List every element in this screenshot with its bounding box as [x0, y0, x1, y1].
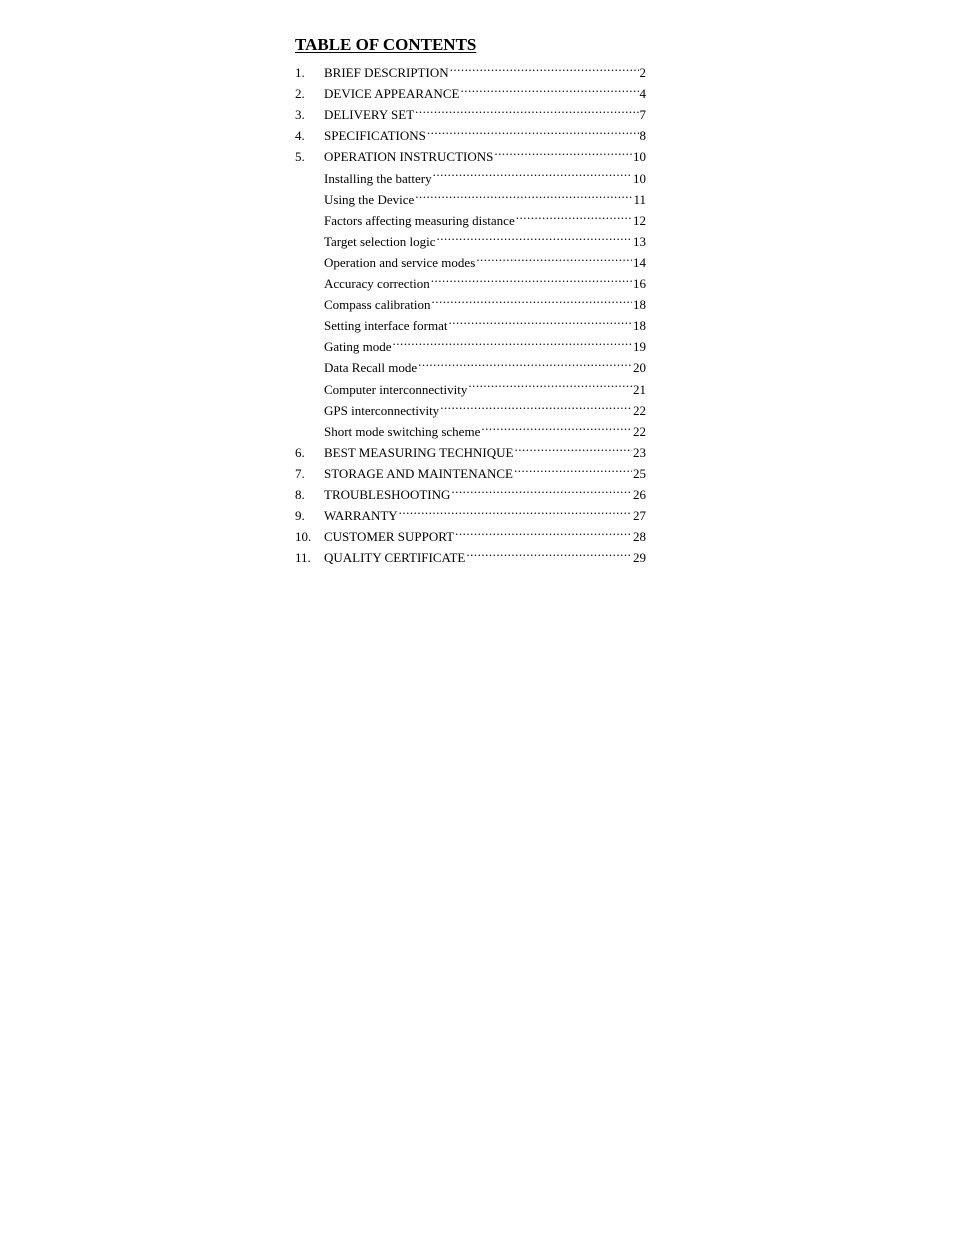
toc-entry-number: 1.: [295, 65, 305, 81]
toc-entry-title: Target selection logic: [324, 233, 436, 249]
toc-entry-number: 7.: [295, 465, 305, 481]
toc-entry-title: Gating mode: [324, 339, 392, 355]
toc-dot-leader: [399, 499, 632, 520]
toc-entry[interactable]: [295, 56, 646, 81]
toc-dot-leader: [440, 394, 632, 415]
toc-entry-title: BRIEF DESCRIPTION: [324, 65, 449, 81]
toc-dot-leader: [432, 288, 632, 309]
toc-entry-page-number: 10: [633, 149, 646, 165]
toc-dot-leader: [494, 140, 632, 161]
toc-entry-page-number: 7: [639, 107, 646, 123]
toc-entry-page-number: 2: [639, 65, 646, 81]
toc-dot-leader: [427, 119, 639, 140]
toc-entry-title: DELIVERY SET: [324, 107, 415, 123]
toc-dot-leader: [460, 77, 638, 98]
toc-entry-page-number: 8: [639, 128, 646, 144]
toc-dot-leader: [431, 267, 632, 288]
toc-dot-leader: [433, 161, 632, 182]
toc-entry-number: 8.: [295, 486, 305, 502]
toc-entry-title: DEVICE APPEARANCE: [324, 86, 460, 102]
toc-entry-title: Using the Device: [324, 191, 415, 207]
toc-entry-page-number: 19: [633, 339, 646, 355]
toc-entry-title: STORAGE AND MAINTENANCE: [324, 465, 513, 481]
toc-dot-leader: [418, 351, 632, 372]
toc-entry-page-number: 18: [633, 297, 646, 313]
toc-entry-page-number: 20: [633, 360, 646, 376]
toc-dot-leader: [415, 183, 632, 204]
toc-entry-page-number: 23: [633, 444, 646, 460]
toc-entry-page-number: 21: [633, 381, 646, 397]
toc-entry-title: GPS interconnectivity: [324, 402, 440, 418]
toc-entry-title: OPERATION INSTRUCTIONS: [324, 149, 494, 165]
toc-entry-page-number: 26: [633, 486, 646, 502]
toc-entry-page-number: 28: [633, 529, 646, 545]
toc-dot-leader: [466, 541, 632, 562]
toc-entry-page-number: 12: [633, 212, 646, 228]
toc-entry-title: Short mode switching scheme: [324, 423, 481, 439]
toc-entry-page-number: 25: [633, 465, 646, 481]
toc-dot-leader: [481, 415, 632, 436]
toc-entry-title: Setting interface format: [324, 318, 448, 334]
toc-entry-number: 9.: [295, 508, 305, 524]
toc-entry-number: 3.: [295, 107, 305, 123]
toc-entry-page-number: 14: [633, 254, 646, 270]
toc-entry-number: 6.: [295, 444, 305, 460]
toc-entry-page-number: 22: [633, 423, 646, 439]
toc-dot-leader: [415, 98, 638, 119]
toc-entry-page-number: 13: [633, 233, 646, 249]
toc-title: TABLE OF CONTENTS: [295, 35, 477, 54]
toc-entry-page-number: 29: [633, 550, 646, 566]
toc-entry-page-number: 10: [633, 170, 646, 186]
toc-entry-number: 11.: [295, 550, 311, 566]
table-of-contents: [295, 34, 646, 566]
toc-entry-title: Data Recall mode: [324, 360, 418, 376]
toc-dot-leader: [476, 246, 632, 267]
toc-entry-number: 4.: [295, 128, 305, 144]
toc-entry-number: 2.: [295, 86, 305, 102]
toc-entry-page-number: 27: [633, 508, 646, 524]
toc-list: [295, 56, 646, 566]
toc-entry-page-number: 16: [633, 276, 646, 292]
toc-entry-title: Computer interconnectivity: [324, 381, 468, 397]
toc-entry-title: SPECIFICATIONS: [324, 128, 426, 144]
toc-dot-leader: [514, 436, 632, 457]
toc-entry-title: Compass calibration: [324, 297, 431, 313]
toc-entry-title: TROUBLESHOOTING: [324, 486, 451, 502]
toc-entry-title: Operation and service modes: [324, 254, 476, 270]
toc-dot-leader: [455, 520, 632, 541]
toc-dot-leader: [516, 204, 632, 225]
toc-entry-title: Accuracy correction: [324, 276, 430, 292]
toc-entry-title: BEST MEASURING TECHNIQUE: [324, 444, 514, 460]
toc-entry-title: Installing the battery: [324, 170, 432, 186]
toc-dot-leader: [393, 330, 632, 351]
toc-dot-leader: [448, 309, 632, 330]
toc-dot-leader: [514, 457, 632, 478]
toc-entry-page-number: 22: [633, 402, 646, 418]
toc-entry-title: QUALITY CERTIFICATE: [324, 550, 466, 566]
toc-dot-leader: [451, 478, 632, 499]
toc-entry-title: CUSTOMER SUPPORT: [324, 529, 455, 545]
toc-entry-number: 10.: [295, 529, 312, 545]
toc-entry-number: 5.: [295, 149, 305, 165]
toc-dot-leader: [436, 225, 632, 246]
toc-entry-title: WARRANTY: [324, 508, 398, 524]
toc-entry-page-number: 18: [633, 318, 646, 334]
toc-entry-page-number: 4: [639, 86, 646, 102]
toc-entry-title: Factors affecting measuring distance: [324, 212, 515, 228]
toc-dot-leader: [468, 372, 632, 393]
toc-dot-leader: [450, 56, 639, 77]
toc-entry-page-number: 11: [633, 191, 646, 207]
